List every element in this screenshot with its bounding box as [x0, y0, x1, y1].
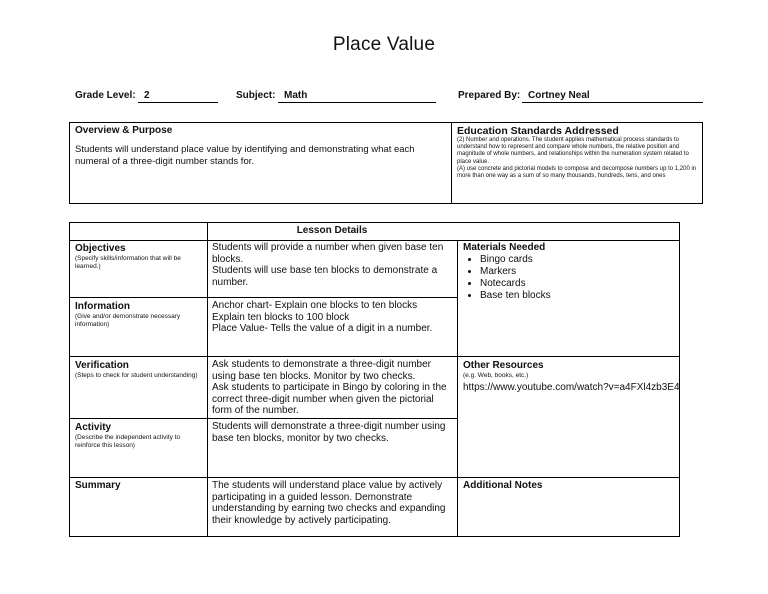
grade-level-label: Grade Level: — [75, 90, 136, 101]
overview-heading: Overview & Purpose — [75, 125, 173, 136]
list-item: • Markers — [480, 266, 675, 278]
objectives-text: Students will provide a number when given base ten blocks. Students will use base ten blocks to demonstrate a number. — [212, 242, 444, 288]
additional-notes-label: Additional Notes — [463, 480, 543, 491]
list-item: • Base ten blocks — [480, 290, 675, 302]
resource-link[interactable]: https://www.youtube.com/watch?v=a4FXl4zb3E4 — [463, 382, 680, 393]
notes-cell — [463, 480, 675, 491]
grade-level-field[interactable]: 2 — [138, 90, 218, 103]
prepared-by-label: Prepared By: — [458, 90, 521, 101]
verification-label-cell — [75, 360, 203, 380]
resources-cell — [463, 360, 680, 394]
summary-text: The students will understand place value by actively participating in a guided lesson. Demonstrate understanding by earning two checks and expanding their knowledge by actively participating. — [212, 480, 446, 526]
information-text: Anchor chart- Explain one blocks to ten blocks Explain ten blocks to 100 block Place Value- Tells the value of a digit in a number. — [212, 300, 433, 334]
materials-cell — [463, 242, 675, 302]
standards-heading: Education Standards Addressed — [457, 125, 619, 137]
resources-label: Other Resources — [463, 360, 544, 371]
lesson-details-table — [69, 222, 680, 537]
information-sub: (Give and/or demonstrate necessary information) — [75, 313, 181, 328]
activity-label-cell — [75, 422, 203, 450]
summary-label-cell — [75, 480, 203, 491]
information-label: Information — [75, 301, 130, 312]
verification-text: Ask students to demonstrate a three-digit number using base ten blocks. Monitor by two checks. Ask students to participate in Bingo by coloring in the correct three-digit number when given the pictorial form of the number. — [212, 359, 447, 416]
materials-list — [463, 254, 675, 302]
overview-table — [69, 122, 703, 204]
standards-text-1: (2) Number and operations. The student applies mathematical process standards to understand how to represent and compare whole numbers, the relative position and magnitude of whole numbers, and relationships within the numeration system related to place value. — [457, 137, 689, 165]
subject-label: Subject: — [236, 90, 276, 101]
prepared-by-field[interactable]: Cortney Neal — [522, 90, 703, 103]
lesson-details-header: Lesson Details — [296, 225, 368, 236]
overview-cell — [70, 123, 452, 203]
materials-label: Materials Needed — [463, 242, 546, 253]
information-label-cell — [75, 301, 203, 329]
verification-label: Verification — [75, 360, 129, 371]
list-item: • Notecards — [480, 278, 675, 290]
activity-sub: (Describe the independent activity to reinforce this lesson) — [75, 434, 181, 449]
resources-sub: (e.g. Web, books, etc.) — [463, 372, 529, 379]
subject-field[interactable]: Math — [278, 90, 436, 103]
list-item: • Bingo cards — [480, 254, 675, 266]
page-title: Place Value — [332, 34, 436, 55]
overview-text: Students will understand place value by identifying and demonstrating what each numeral of a three-digit number stands for. — [75, 144, 415, 167]
activity-text: Students will demonstrate a three-digit number using base ten blocks, monitor by two checks. — [212, 421, 446, 444]
verification-sub: (Steps to check for student understanding) — [75, 372, 198, 379]
standards-cell — [452, 123, 702, 203]
activity-label: Activity — [75, 422, 112, 433]
summary-label: Summary — [75, 480, 121, 491]
standards-text-2: (A) use concrete and pictorial models to compose and decompose numbers up to 1,200 in more than one way as a sum of so many thousands, hundreds, tens, and ones — [457, 165, 697, 180]
objectives-label: Objectives — [75, 243, 126, 254]
objectives-label-cell — [75, 243, 203, 271]
objectives-sub: (Specify skills/information that will be learned.) — [75, 255, 181, 270]
